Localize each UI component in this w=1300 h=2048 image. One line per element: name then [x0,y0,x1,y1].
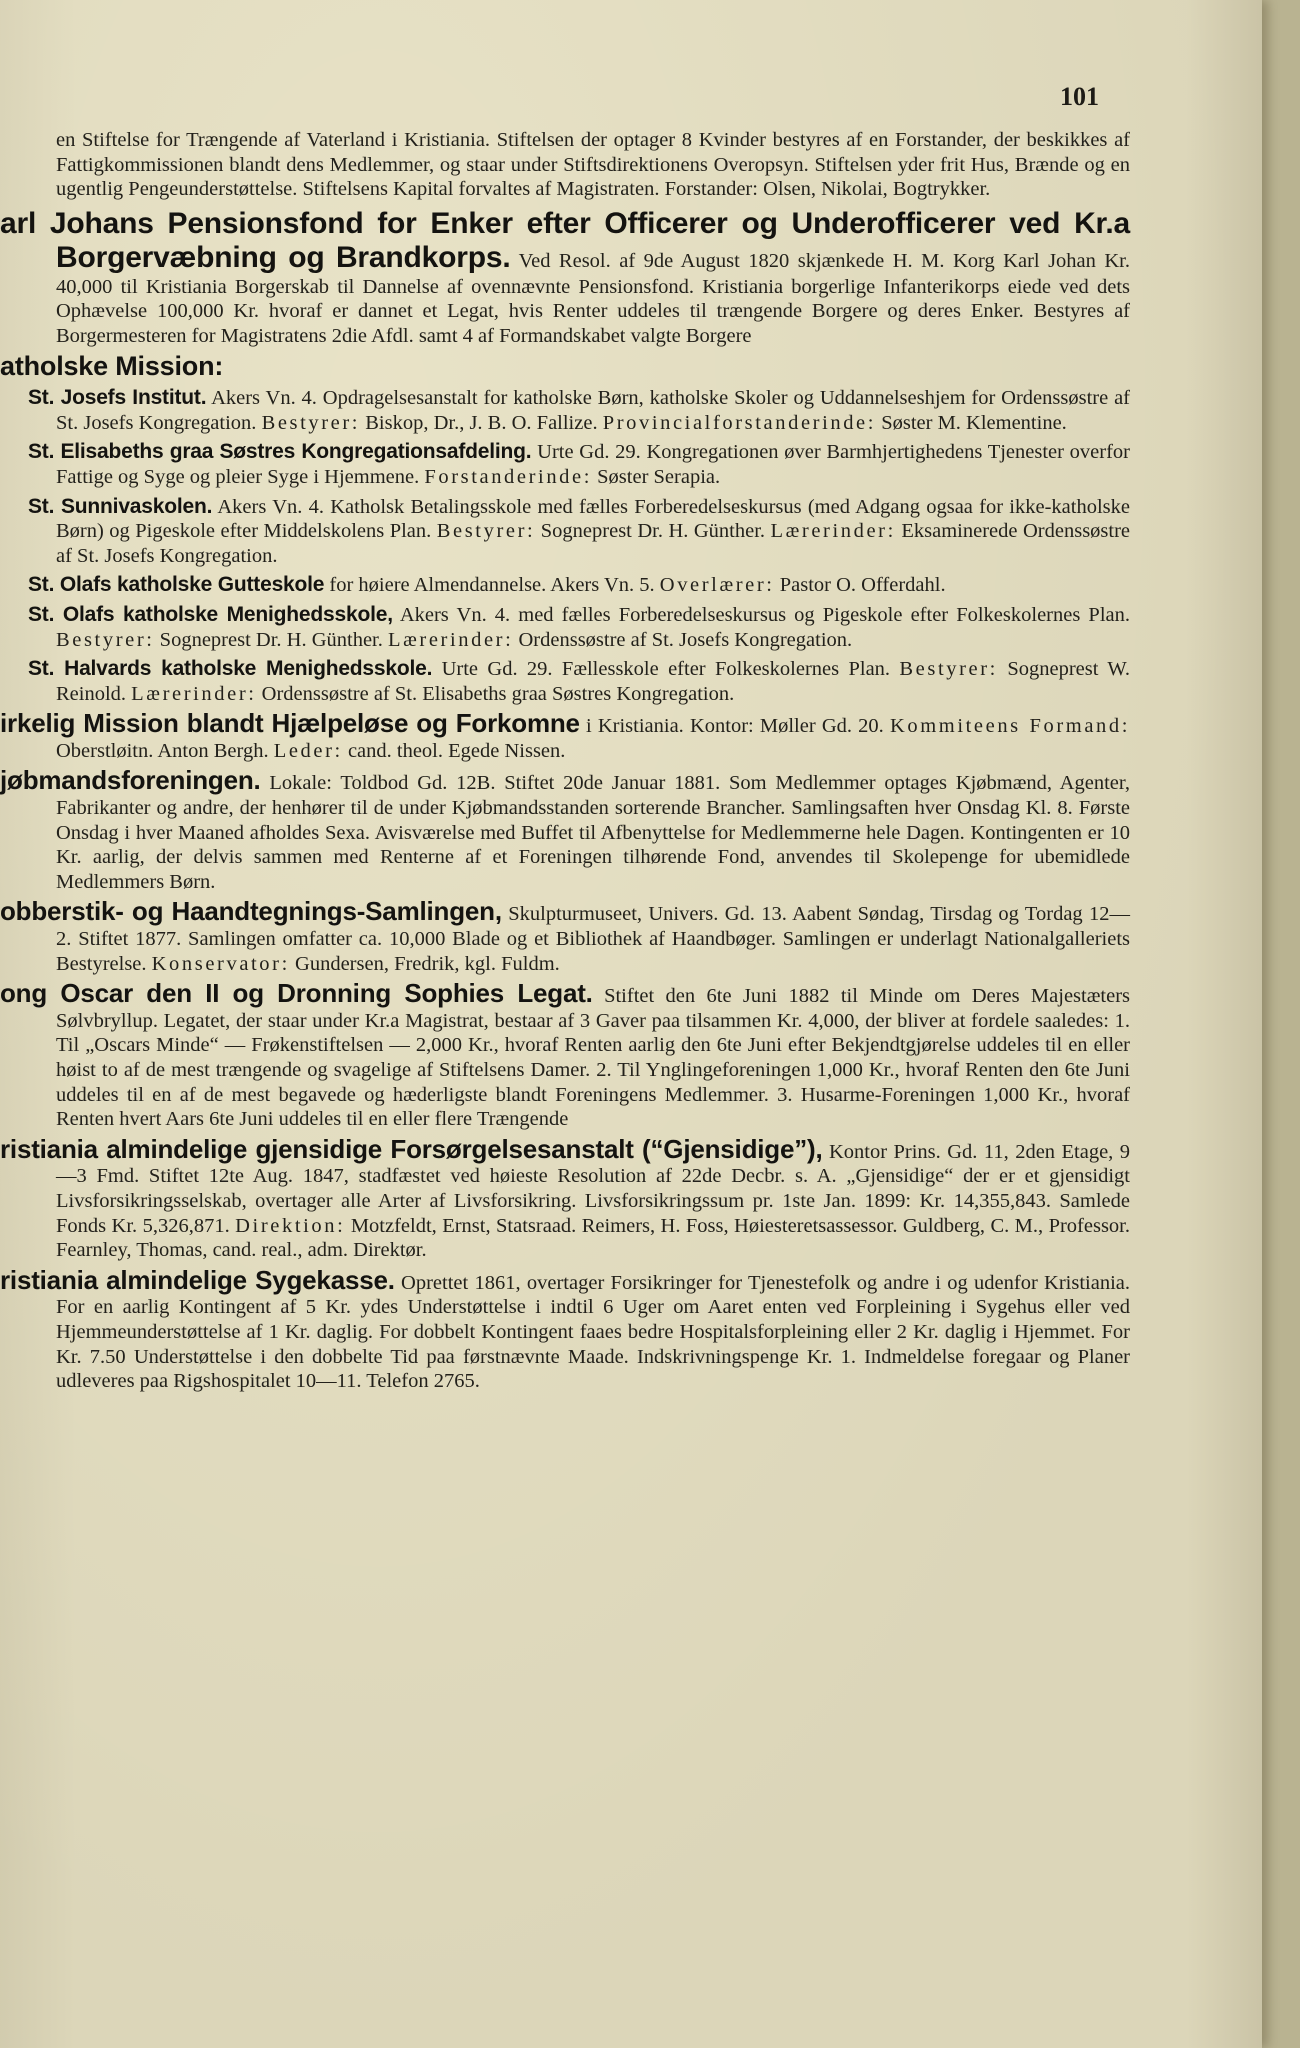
entry-heading: ristiania almindelige gjensidige Forsørgelsesanstalt (“Gjensidige”), [0,1133,823,1164]
entry-sygekasse [0,1264,1131,1394]
entry-heading: jøbmandsforeningen. [0,765,261,796]
entry-katholske-mission [0,350,1130,382]
entry-label: Konservator: [151,952,290,975]
entry-text: Akers Vn. 4. Katholsk Betalingsskole med fælles Forberedelseskursus (med Adgang ogsaa for ikke-katholske Børn) og Pigeskole efter Middelskolens Plan. [56,495,1130,543]
entry-text: Eksaminerede Ordenssøstre af St. Josefs Kongregation. [56,520,1131,567]
entry-kjobmandsforeningen [0,765,1131,894]
entry-st-sunnivaskolen [0,495,1130,569]
entry-heading: St. Josefs Institut. [28,386,207,410]
entry-label: Lærerinder: [131,682,257,705]
entry-label: Lærerinder: [770,520,896,543]
entry-text: Ordenssøstre af St. Elisabeths graa Søstres Kongregation. [261,682,735,705]
entry-text: Søster M. Klementine. [881,411,1067,434]
entry-heading: obberstik- og Haandtegnings-Samlingen, [0,896,502,927]
entry-text: Ved Resol. af 9de August 1820 skjænkede H. M. Korg Karl Johan Kr. 40,000 til Kristiania Borgerskab til Dannelse af ovennævnte Pensionsfond. Kristiania borgerlige Infanterikorps eiede ved dets Ophævelse 100,000 Kr. hvoraf er dannet et Legat, hvis Renter uddeles til trængende Borgere og deres Enker. Bestyres af Borgermesteren for Magistratens 2die Afdl. samt 4 af Formandskabet valgte Borgere [56,249,1130,347]
entry-heading: arl Johans Pensionsfond for Enker efter Officerer og Underofficerer ved Kr.a Borgervæbning og Brandkorps. [0,206,1130,274]
entry-gjensidige [0,1133,1130,1263]
entry-label: Lærerinder: [388,628,514,651]
entry-label: Provincialforstanderinde: [602,411,877,434]
entry-label: Bestyrer: [56,628,155,651]
entry-text: Biskop, Dr., J. B. O. Fallize. [365,411,598,434]
entry-text: Sogneprest W. Reinold. [56,658,1130,705]
entry-text: Akers Vn. 4. med fælles Forberedelseskursus og Pigeskole efter Folkeskolernes Plan. [399,603,1130,626]
entry-kobberstik [0,896,1131,976]
entry-text: Motzfeldt, Ernst, Statsraad. Reimers, H. Foss, Høiesteretsassessor. Guldberg, C. M., Professor. Fearnley, Thomas, cand. real., adm. Direktør. [56,1214,1130,1262]
entry-text: Akers Vn. 4. Opdragelsesanstalt for katholske Børn, katholske Skoler og Uddannelseshjem for Ordenssøstre af St. Josefs Kongregation. [56,387,1130,434]
entry-label: Leder: [273,739,343,762]
entry-label: Kommiteens Formand: [889,715,1131,738]
entry-kirkelig-mission [0,708,1131,763]
entry-heading: ong Oscar den II og Dronning Sophies Legat. [0,978,593,1009]
entry-heading: atholske Mission: [0,350,224,381]
entry-text: cand. theol. Egede Nissen. [347,739,566,762]
entry-st-elisabeths [0,440,1130,489]
entry-text: Gundersen, Fredrik, kgl. Fuldm. [295,952,560,975]
entry-text: Sogneprest Dr. H. Günther. [540,520,766,543]
entry-text: Urte Gd. 29. Fællesskole efter Folkeskolernes Plan. [441,658,891,681]
entry-heading: irkelig Mission blandt Hjælpeløse og Forkomne [0,708,580,739]
entry-st-olafs-gutteskole [0,573,1130,598]
entry-st-halvards-menighedsskole [0,657,1130,706]
entry-stiftelse-vaterland [0,128,1130,202]
entry-st-josefs-institut [0,386,1130,435]
entry-text: for høiere Almendannelse. Akers Vn. 5. [329,574,655,597]
entry-text: Kontor Prins. Gd. 11, 2den Etage, 9—3 Fmd. Stiftet 12te Aug. 1847, stadfæstet ved høieste Resolution af 22de Decbr. s. A. „Gjensidige“ der er et gjensidigt Livsforsikringsselskab, overtager alle Arter af Livsforsikring. Livsforsikringssum pr. 1ste Jan. 1899: Kr. 14,355,843. Samlede Fonds Kr. 5,326,871. [56,1140,1130,1237]
entry-text: Skulpturmuseet, Univers. Gd. 13. Aabent Søndag, Tirsdag og Tordag 12—2. Stiftet 1877. Samlingen omfatter ca. 10,000 Blade og et Bibliothek af Haandbøger. Samlingen er underlagt Nationalgalleriets Bestyrelse. [56,903,1131,975]
entry-label: Direktion: [235,1214,346,1237]
entry-label: Bestyrer: [261,411,361,434]
entry-text: Ordenssøstre af St. Josefs Kongregation. [518,628,853,651]
entry-kong-oscar-legat [0,978,1130,1132]
entry-text: Sogneprest Dr. H. Günther. [159,628,383,651]
entry-heading: St. Halvards katholske Menighedsskole. [28,657,433,681]
entry-text: Lokale: Toldbod Gd. 12B. Stiftet 20de Januar 1881. Som Medlemmer optages Kjøbmænd, Agenter, Fabrikanter og andre, der henhører til de under Kjøbmandsstanden sorterende Brancher. Samlingsaften hver Onsdag Kl. 8. Første Onsdag i hver Maaned afholdes Sexa. Avisværelse med Buffet til Afbenyttelse for Medlemmerne hele Dagen. Kontingenten er 10 Kr. aarlig, der delvis sammen med Renterne af et Foreningen tilhørende Fond, anvendes til Skolepenge for ubemidlede Medlemmers Børn. [56,772,1131,893]
entry-label: Bestyrer: [899,658,998,681]
entry-text: Urte Gd. 29. Kongregationen øver Barmhjertighedens Tjenester overfor Fattige og Syge og pleier Syge i Hjemmene. [56,441,1130,488]
entry-label: Forstanderinde: [424,465,593,488]
entry-heading: St. Olafs katholske Gutteskole [28,573,325,597]
entry-karl-johans-pensionsfond [0,207,1130,349]
entry-heading: St. Olafs katholske Menighedsskole, [28,602,393,626]
entry-heading: ristiania almindelige Sygekasse. [0,1264,395,1295]
page-number: 101 [1060,82,1099,111]
entry-heading: St. Sunnivaskolen. [28,494,213,518]
entry-label: Bestyrer: [436,520,536,543]
page-body [0,128,1130,1399]
entry-text: Pastor O. Offerdahl. [779,574,946,597]
entry-text: i Kristiania. Kontor: Møller Gd. 20. [585,715,884,738]
entry-text: en Stiftelse for Trængende af Vaterland i Kristiania. Stiftelsen der optager 8 Kvinder bestyres af en Forstander, der beskikkes af Fattigkommissionen blandt dens Medlemmer, og staar under Stiftsdirektionens Overopsyn. Stiftelsen yder frit Hus, Brænde og en ugentlig Pengeunderstøttelse. Stiftelsens Kapital forvaltes af Magistraten. Forstander: Olsen, Nikolai, Bogtrykker. [56,129,1130,201]
entry-text: Oprettet 1861, overtager Forsikringer for Tjenestefolk og andre i og udenfor Kristiania. For en aarlig Kontingent af 5 Kr. ydes Understøttelse i indtil 6 Uger om Aaret enten ved Forpleining i Sygehus eller ved Hjemmeunderstøttelse af 1 Kr. daglig. For dobbelt Kontingent faaes bedre Hospitalsforpleining eller 2 Kr. daglig i Hjemmet. For Kr. 7.50 Understøttelse i den dobbelte Tid paa førstnævnte Maade. Indskrivningspenge Kr. 1. Indmeldelse foregaar og Planer udleveres paa Rigshospitalet 10—11. Telefon 2765. [56,1271,1131,1393]
entry-st-olafs-menighedsskole [0,603,1130,652]
entry-label: Overlærer: [659,574,775,597]
entry-text: Søster Serapia. [597,465,721,488]
entry-heading: St. Elisabeths graa Søstres Kongregationsafdeling. [28,440,532,464]
entry-text: Oberstløitn. Anton Bergh. [56,739,269,762]
entry-text: Stiftet den 6te Juni 1882 til Minde om Deres Majestæters Sølvbryllup. Legatet, der staar under Kr.a Magistrat, bestaar af 3 Gaver paa tilsammen Kr. 4,000, der bliver at fordele saaledes: 1. Til „Oscars Minde“ — Frøkenstiftelsen — 2,000 Kr., hvoraf Renten aarlig den 6te Juni efter Bekjendtgjørelse uddeles til en eller høist to af de mest trængende og svagelige af Stiftelsens Damer. 2. Til Ynglingeforeningen 1,000 Kr., hvoraf Renten den 6te Juni uddeles til en af de mest begavede og hæderligste blandt Foreningens Medlemmer. 3. Husarme-Foreningen 1,000 Kr., hvoraf Renten hvert Aars 6te Juni uddeles til en eller flere Trængende [56,985,1130,1131]
